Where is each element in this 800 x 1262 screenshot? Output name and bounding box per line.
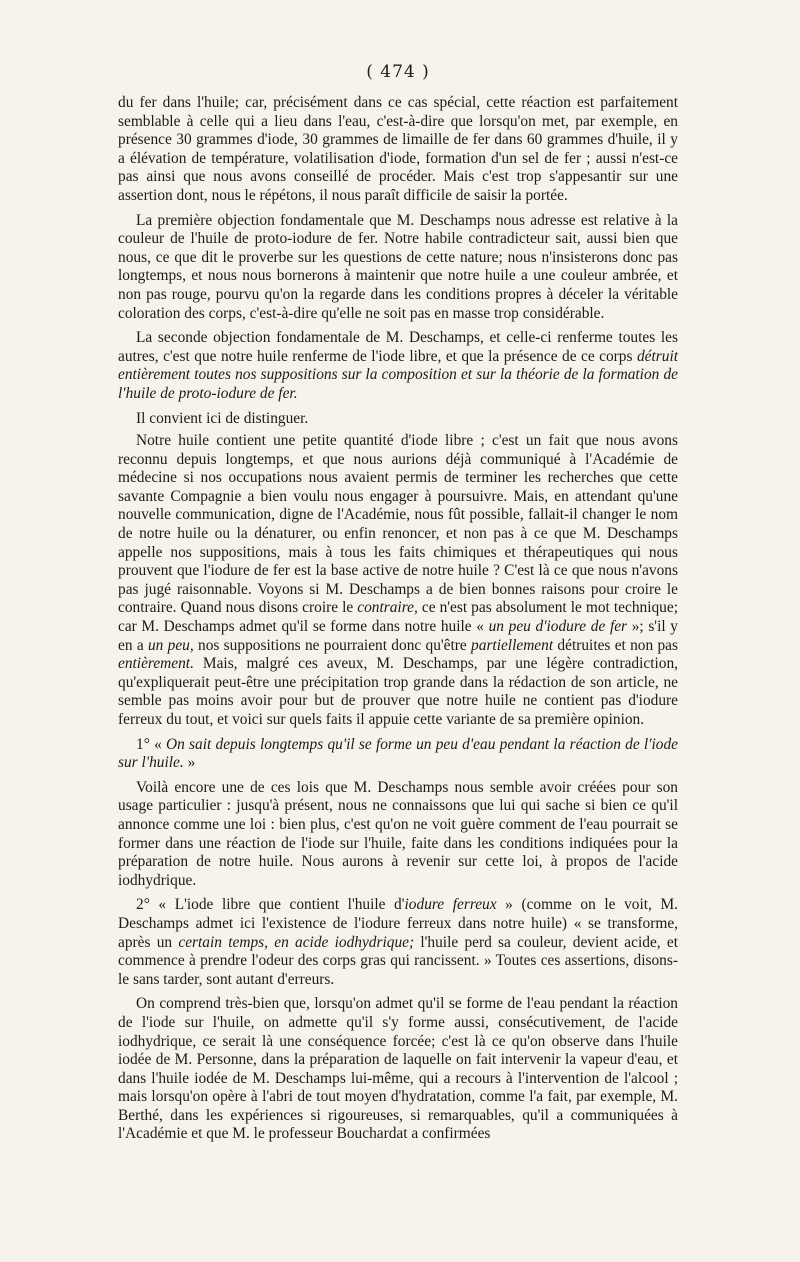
paragraph-5-part-e: »; s'il y en a <box>118 618 678 654</box>
paragraph-8 <box>118 896 678 989</box>
paragraph-6 <box>118 736 678 773</box>
paragraph-3 <box>118 329 678 403</box>
paragraph-5-italic-entierement: entièrement. <box>118 655 194 673</box>
paragraph-3-italic: détruit entièrement toutes nos suppositions sur la composition et sur la théorie de la formation de l'huile de proto-iodure de fer. <box>118 347 678 402</box>
paragraph-7: Voilà encore une de ces lois que M. Deschamps nous semble avoir créées pour son usage particulier : jusqu'à présent, nous ne connaissons que lui qui sache si bien ce qu'il annonce comme une loi : bien plus, c'est qu'on ne voit guère comment de l'eau pourrait se former dans une réaction de l'iode sur l'huile, faite dans les conditions indiquées pour la préparation de notre huile. Nous aurons à revenir sur cette loi, à propos de l'acide iodhydrique. <box>118 778 678 889</box>
paragraph-6-suffix: » <box>183 754 196 772</box>
paragraph-6-prefix: 1° « <box>136 735 167 753</box>
paragraph-8-italic-acide: certain temps, en acide iodhydrique; <box>178 933 415 951</box>
paragraph-5-part-c: ce n'est pas absolument le mot technique; car M. Deschamps admet qu'il se forme dans notre huile « <box>118 599 678 636</box>
paragraph-2: La première objection fondamentale que M. Deschamps nous adresse est relative à la couleur de l'huile de proto-iodure de fer. Notre habile contradicteur sait, aussi bien que nous, ce que dit le proverbe sur les questions de cette nature; nous n'insisterons donc pas longtemps, et nous nous bornerons à maintenir que notre huile a une couleur ambrée, et non pas rouge, pourvu qu'on la regarde dans les conditions propres à déceler la véritable coloration des corps, c'est-à-dire qu'elle ne soit pas en masse trop considérable. <box>118 211 678 322</box>
paragraph-5-part-i: détruites et non pas <box>553 636 679 654</box>
paragraph-5-italic-iodure: un peu d'iodure de fer <box>488 618 628 636</box>
paragraph-6-italic: On sait depuis longtemps qu'il se forme un peu d'eau pendant la réaction de l'iode sur l'huile. <box>118 735 678 772</box>
page-number: ( 474 ) <box>366 62 430 82</box>
paragraph-5-italic-contraire: contraire, <box>357 599 418 617</box>
paragraph-4: Il convient ici de distinguer. <box>136 409 309 427</box>
paragraph-1: du fer dans l'huile; car, précisément dans ce cas spécial, cette réaction est parfaitement semblable à celle qui a lieu dans l'eau, c'est-à-dire que lorsqu'on met, par exemple, en présence 30 grammes d'iode, 30 grammes de limaille de fer dans 60 grammes d'huile, il y a élévation de température, volatilisation d'iode, formation d'un sel de fer ; aussi n'est-ce pas ainsi que nous avons conseillé de procéder. Mais c'est trop s'appesantir sur une assertion dont, nous le répétons, il nous paraît difficile de saisir la portée. <box>118 94 678 204</box>
paragraph-8-part-a: 2° « L'iode libre que contient l'huile d' <box>136 896 405 914</box>
paragraph-3-text: La seconde objection fondamentale de M. Deschamps, et celle-ci renferme toutes les autres, c'est que notre huile renferme de l'iode libre, et que la présence de ce corps <box>118 329 678 365</box>
paragraph-5-part-g: nos suppositions ne pourraient donc qu'être <box>193 636 472 654</box>
paragraph-8-part-e: l'huile perd sa couleur, devient acide, et commence à prendre l'odeur des corps gras qui rancissent. » Toutes ces assertions, disons-le sans tarder, sont autant d'erreurs. <box>118 933 678 988</box>
paragraph-9: On comprend très-bien que, lorsqu'on admet qu'il se forme de l'eau pendant la réaction de l'iode sur l'huile, on admette qu'il s'y forme aussi, consécutivement, de l'acide iodhydrique, ce serait là une conséquence forcée; c'est là ce qu'on observe dans l'huile iodée de M. Personne, dans la préparation de laquelle on fait intervenir la vapeur d'eau, et dans l'huile iodée de M. Deschamps lui-même, qui a recours à l'intervention de l'alcool ; mais lorsqu'on opère à l'abri de tout moyen d'hydratation, comme l'a fait, par exemple, M. Berthé, dans les expériences si rigoureuses, si remarquables, qu'il a communiquées à l'Académie et que M. le professeur Bouchardat a confirmées <box>118 995 678 1143</box>
paragraph-5-italic-un-peu: un peu, <box>147 636 194 654</box>
body-text <box>118 94 678 1144</box>
paragraph-8-italic-iodure: iodure ferreux <box>404 896 497 914</box>
paragraph-5-part-a: Notre huile contient une petite quantité d'iode libre ; c'est un fait que nous avons reconnu depuis longtemps, et que nous aurions déjà communiqué à l'Académie de médecine si nos occupations nous avaient permis de terminer les recherches que cette savante Compagnie a bien voulu nous engager à poursuivre. Mais, en attendant qu'une nouvelle communication, digne de l'Académie, nous fût possible, fallait-il changer le nom de notre huile ou la dénaturer, ou enfin renoncer, et non pas à ce que M. Deschamps appelle nos suppositions, mais à tous les faits chimiques et thérapeutiques qui nous prouvent que l'iodure de fer est la base active de notre huile ? C'est là ce que nous n'avons pas jugé raisonnable. Voyons si M. Deschamps a de bien bonnes raisons pour croire le contraire. Quand nous disons croire le <box>118 432 678 617</box>
paragraph-5 <box>118 432 678 730</box>
paragraph-5-italic-partiellement: partiellement <box>471 636 554 654</box>
paragraph-5-part-k: Mais, malgré ces aveux, M. Deschamps, par une légère contradiction, qu'expliquerait peut-être une précipitation trop grande dans la rédaction de son article, ne semble pas moins avoir pour but de prouver que notre huile ne contient pas d'iodure ferreux du tout, et voici sur quels faits il appuie cette variante de sa première opinion. <box>118 655 678 728</box>
paragraph-8-part-c: » (comme on le voit, M. Deschamps admet ici l'existence de l'iodure ferreux dans notre huile) « se transforme, après un <box>118 896 678 951</box>
